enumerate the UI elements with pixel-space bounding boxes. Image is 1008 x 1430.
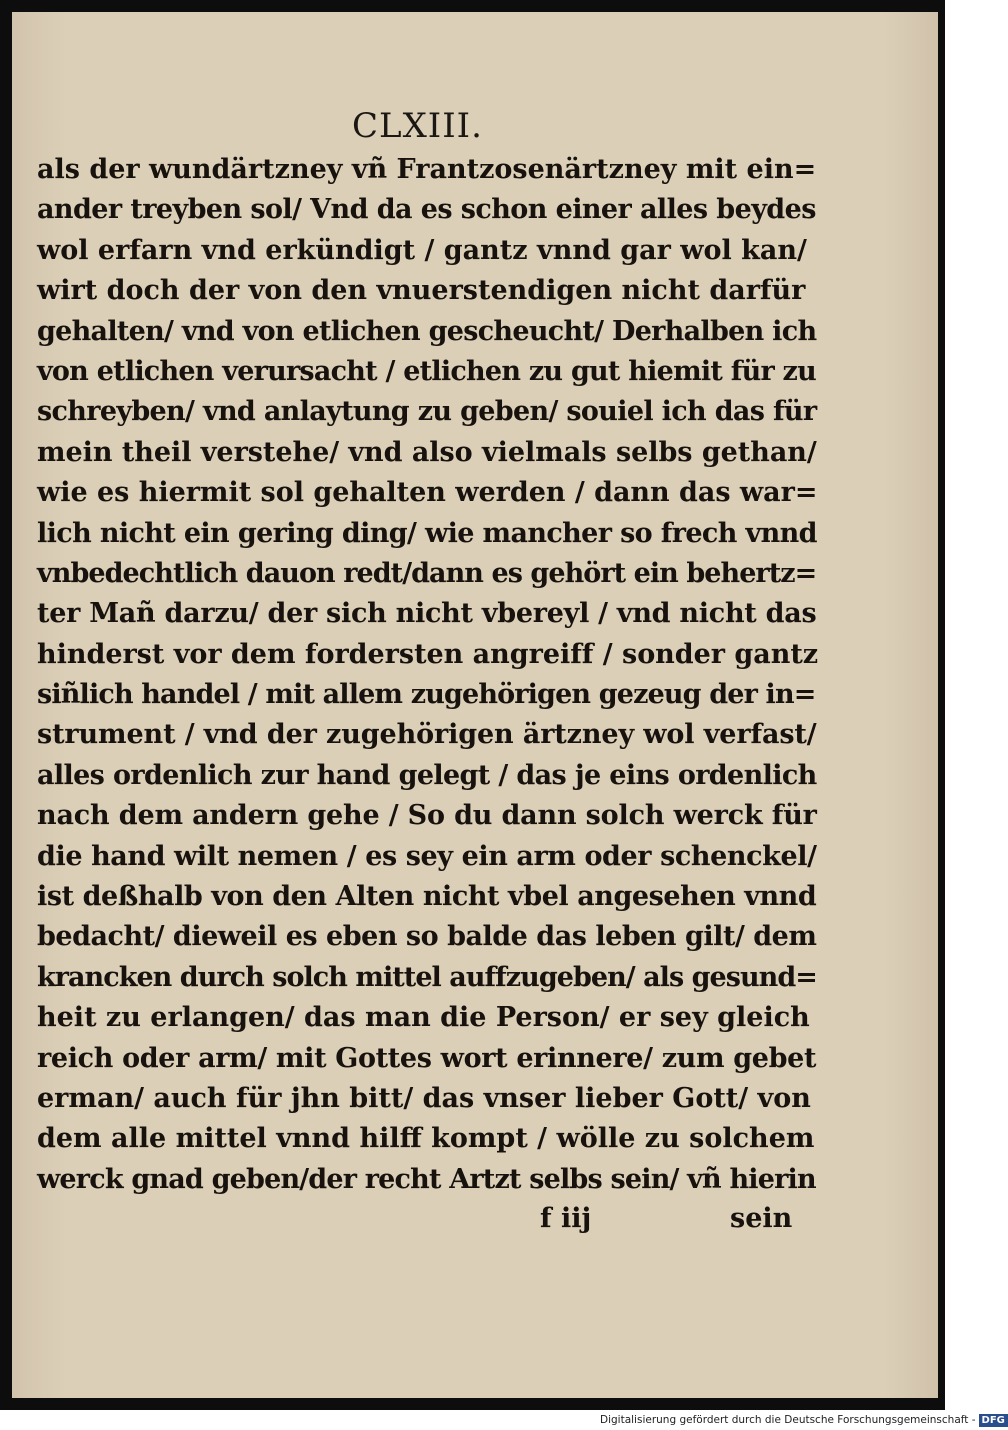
text-line: die hand wilt nemen / es sey ein arm oder schenckel/ (37, 840, 817, 872)
folio-number: CLXIII. (352, 106, 483, 146)
text-line: nach dem andern gehe / So du dann solch werck für (37, 800, 817, 832)
text-line: krancken durch solch mittel auffzugeben/ als gesund= (37, 961, 817, 993)
text-line: vnbedechtlich dauon redt/dann es gehört ein behertz= (37, 557, 817, 589)
text-line: ist deßhalb von den Alten nicht vbel angesehen vnnd (37, 881, 817, 913)
text-line: hinderst vor dem fordersten angreiff / sonder gantz (37, 638, 819, 670)
text-line: wirt doch der von den vnuerstendigen nicht darfür (37, 275, 806, 307)
text-line: gehalten/ vnd von etlichen gescheucht/ Derhalben ich (37, 315, 817, 347)
text-line: heit zu erlangen/ das man die Person/ er sey gleich (37, 1002, 810, 1034)
text-line: ander treyben sol/ Vnd da es schon einer alles beydes (37, 194, 816, 226)
dfg-logo: DFG (979, 1414, 1008, 1427)
digitization-credit (600, 1412, 1008, 1428)
text-line: wie es hiermit sol gehalten werden / dann das war= (37, 477, 818, 509)
text-line: bedacht/ dieweil es eben so balde das leben gilt/ dem (37, 921, 817, 953)
text-line: schreyben/ vnd anlaytung zu geben/ souiel ich das für (37, 396, 817, 428)
text-line: als der wundärtzney vñ Frantzosenärtzney mit ein= (37, 154, 817, 185)
signature-mark: f iij (540, 1203, 592, 1234)
text-line: werck gnad geben/der recht Artzt selbs sein/ vñ hierin (37, 1163, 816, 1195)
text-line: von etlichen verursacht / etlichen zu gut hiemit für zu (37, 355, 816, 387)
text-line: reich oder arm/ mit Gottes wort erinnere/ zum gebet (37, 1042, 817, 1074)
text-line: lich nicht ein gering ding/ wie mancher so frech vnnd (37, 517, 817, 549)
text-line: siñlich handel / mit allem zugehörigen gezeug der in= (37, 679, 816, 711)
text-line: wol erfarn vnd erkündigt / gantz vnnd gar wol kan/ (37, 234, 807, 266)
text-line: erman/ auch für jhn bitt/ das vnser lieber Gott/ von (37, 1082, 811, 1114)
catchword: sein (730, 1203, 793, 1234)
text-line: mein theil verstehe/ vnd also vielmals selbs gethan/ (37, 436, 817, 468)
text-line: strument / vnd der zugehörigen ärtzney wol verfast/ (37, 719, 817, 751)
text-line: alles ordenlich zur hand gelegt / das je eins ordenlich (37, 759, 817, 791)
credit-text: Digitalisierung gefördert durch die Deutsche Forschungsgemeinschaft - (600, 1414, 976, 1426)
body-text (37, 150, 817, 1200)
text-line: ter Mañ darzu/ der sich nicht vbereyl / vnd nicht das (37, 598, 817, 630)
text-line: dem alle mittel vnnd hilff kompt / wölle zu solchem (37, 1123, 815, 1155)
